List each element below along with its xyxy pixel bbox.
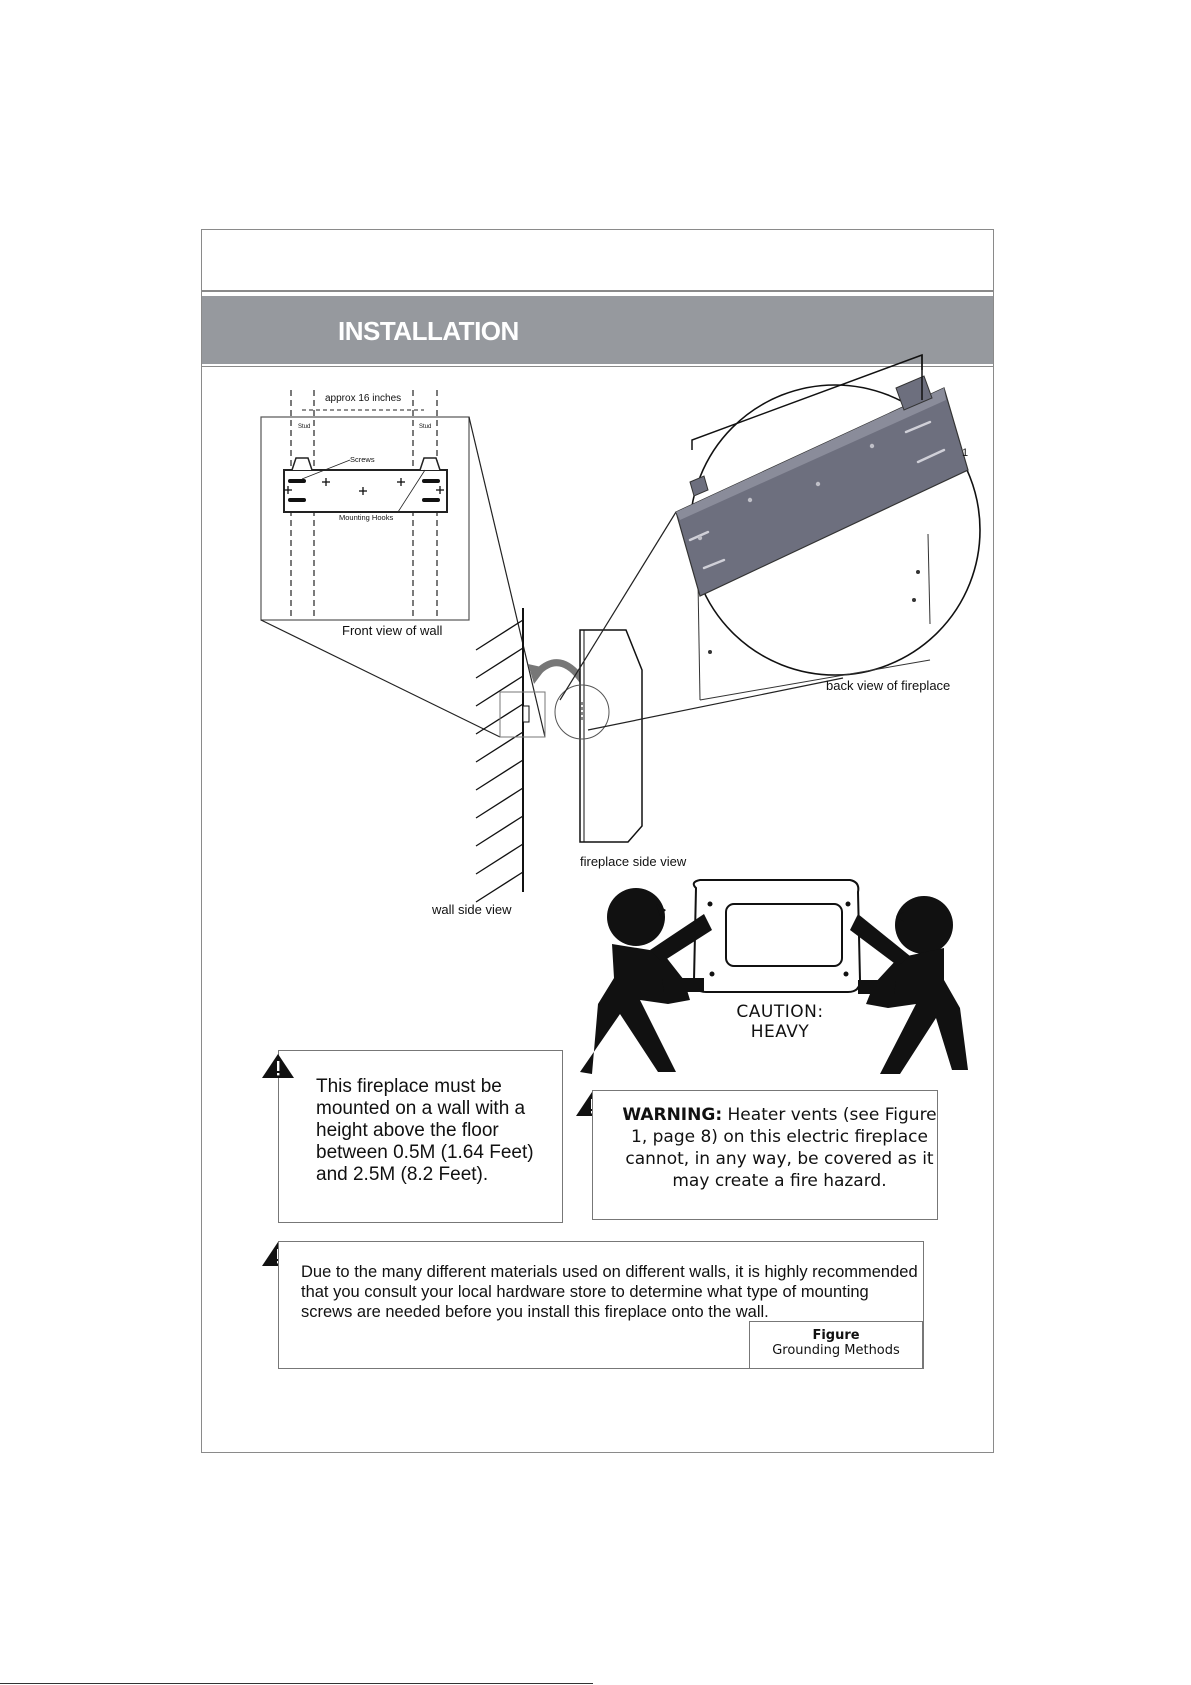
page-title: INSTALLATION xyxy=(338,316,519,346)
screws-label: Screws xyxy=(350,455,375,464)
approx-label: approx 16 inches xyxy=(325,393,402,404)
callout-number: 1 xyxy=(962,447,969,459)
wall-side-label: wall side view xyxy=(432,902,512,917)
fireplace-side xyxy=(580,630,642,842)
stud-label-right: Stud xyxy=(419,424,432,430)
figure-caption xyxy=(749,1321,923,1369)
caution-heavy-label xyxy=(700,1002,860,1042)
mounting-hooks-label: Mounting Hooks xyxy=(339,513,394,522)
mount-height-text: This fireplace must be mounted on a wall with a height above the floor between 0.5M (1.64 Feet) and 2.5M (8.2 Feet). xyxy=(316,1076,534,1185)
figure-caption-title: Figure xyxy=(812,1328,860,1343)
bottom-rule xyxy=(0,1683,593,1684)
hook-left xyxy=(292,458,312,470)
wall-hatching xyxy=(476,620,523,902)
warning-vents-text xyxy=(612,1104,947,1192)
hang-arrow xyxy=(538,663,582,680)
warning-body: Heater vents (see Figure 1, page 8) on this electric fireplace cannot, in any way, be covered as it may create a fire hazard. xyxy=(625,1105,937,1191)
stud-label-left: Stud xyxy=(298,424,311,430)
back-view-label: back view of fireplace xyxy=(826,678,951,693)
right-person xyxy=(850,896,968,1074)
figure-caption-subtitle: Grounding Methods xyxy=(772,1343,900,1358)
hook-right xyxy=(420,458,440,470)
left-person xyxy=(580,888,712,1074)
front-view-label: Front view of wall xyxy=(342,623,443,638)
fireplace-side-label: fireplace side view xyxy=(580,854,687,869)
caution-line1: CAUTION: xyxy=(736,1002,824,1022)
materials-text: Due to the many different materials used on different walls, it is highly recommended that you consult your local hardware store to determine what type of mounting screws are needed before you install this fireplace onto the wall. xyxy=(301,1263,918,1321)
caution-line2: HEAVY xyxy=(750,1022,810,1042)
warning-label: WARNING: xyxy=(622,1105,723,1125)
